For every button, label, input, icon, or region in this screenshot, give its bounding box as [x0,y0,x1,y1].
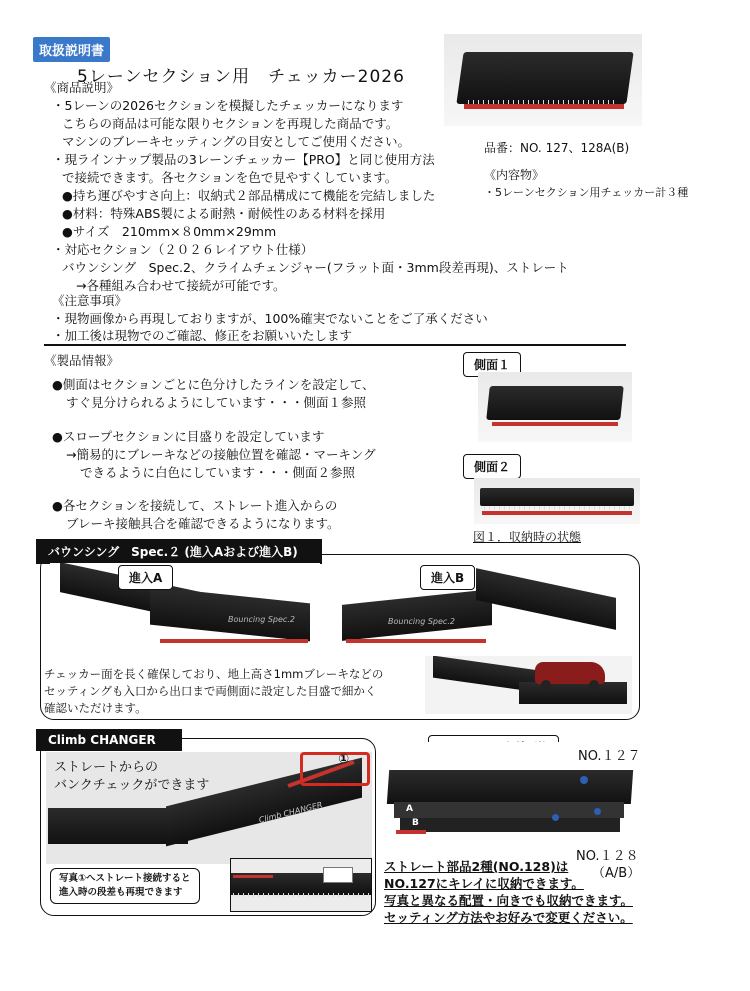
board-print: Bouncing Spec.2 [228,615,295,624]
compact-desc-line: セッティング方法やお好みで変更ください。 [384,910,633,925]
side-1-photo [478,372,632,442]
board-label-b: B [412,818,419,828]
description-line: ・5レーンの2026セクションを模擬したチェッカーになります [52,98,404,113]
car-wheel [589,680,599,690]
figure-caption: 図１．収納時の状態 [473,530,582,544]
label-no128: NO.１２８ [576,849,639,864]
description-line: ●持ち運びやすさ向上：収納式２部品構成にて機能を完結しました [62,188,436,203]
marker-dot [580,776,588,784]
description-heading: 《商品説明》 [44,80,120,95]
car-wheel [541,680,551,690]
board-label-a: A [406,804,413,814]
description-line: →各種組み合わせて接続が可能です。 [76,278,286,293]
description-line: ・対応セクション（２０２６レイアウト仕様） [52,242,314,257]
notes-line: ・現物画像から再現しておりますが、100%確実でないことをご了承ください [52,311,488,326]
marker-dot [594,808,601,815]
description-line: で接続できます。各セクションを色で見やすくしています。 [62,170,398,185]
description-line: バウンシング Spec.2、クライムチェンジャー(フラット面・3mm段差再現)、ストレート [62,260,569,275]
manual-badge: 取扱説明書 [33,37,110,62]
entry-a-label: 進入A [118,565,173,590]
side-2-photo [474,478,640,524]
compact-desc-line: NO.127にキレイに収納できます。 [384,876,584,891]
marker-dot [552,814,559,821]
highlight-box [300,752,370,786]
info-line: ●スロープセクションに目盛りを設定しています [52,429,325,444]
notes-heading: 《注意事項》 [52,293,128,308]
side-2-label: 側面２ [463,454,521,479]
notes-line: ・加工後は現物でのご確認、修正をお願いいたします [52,328,353,343]
climb-callout [50,868,200,904]
bouncing-section-title: バウンシング Spec.２ (進入Aおよび進入B) [36,539,322,564]
label-no127: NO.１２７ [578,749,641,764]
climb-photo-text: ストレートからの [54,760,159,775]
document-title: 5レーンセクション用 チェッカー2026 [77,67,405,87]
info-line: すぐ見分けられるようにしています・・・側面１参照 [66,395,367,410]
description-line: こちらの商品は可能な限りセクションを再現した商品です。 [62,116,399,131]
compact-desc-line: 写真と異なる配置・向きでも収納できます。 [384,893,634,908]
step-block [323,867,353,883]
product-photo-main [444,34,642,126]
climb-photo-text: バンクチェックができます [54,778,210,793]
description-line: ・現ラインナップ製品の3レーンチェッカー【PRO】と同じ使用方法 [52,152,435,167]
compact-desc-line: ストレート部品2種(NO.128)は [384,859,569,874]
side-1-label: 側面１ [463,352,521,377]
description-line: マシンのブレーキセッティングの目安としてご使用ください。 [62,134,410,149]
info-line: ブレーキ接触具合を確認できるようになります。 [66,516,340,531]
contents-heading: 《内容物》 [484,168,545,182]
contents-item: ・5レーンセクション用チェッカー計３種 [484,186,689,199]
info-line: できるように白色にしています・・・側面２参照 [80,465,356,480]
info-line: →簡易的にブレーキなどの接触位置を確認・マーキング [66,447,376,462]
description-line: ●サイズ 210mm×８0mm×29mm [62,224,277,239]
callout-line: 写真①へストレート接続すると [59,873,191,884]
board-print: Bouncing Spec.2 [388,617,455,626]
callout-line: 進入時の段差も再現できます [59,887,183,898]
info-line: ●各セクションを接続して、ストレート進入からの [52,498,338,513]
bouncing-entry-a-photo [50,563,320,663]
bouncing-entry-b-photo [336,563,626,655]
bouncing-desc-line: 確認いただけます。 [44,701,147,715]
label-no128-sub: （A/B） [592,866,641,881]
section-divider [44,344,626,346]
board-print: Climb CHANGER [257,800,324,825]
info-heading: 《製品情報》 [44,353,120,368]
climb-section-title: Climb CHANGER [36,729,182,751]
photo-marker-1: ① [338,752,350,767]
product-number: 品番：NO. 127、128A(B) [484,141,630,155]
info-line: ●側面はセクションごとに色分けしたラインを設定して、 [52,377,375,392]
bouncing-desc-line: チェッカー面を長く確保しており、地上高さ1mmブレーキなどの [44,667,384,681]
entry-b-label: 進入B [420,565,475,590]
climb-detail-photo [230,858,372,912]
description-line: ●材料：特殊ABS製による耐熱・耐候性のある材料を採用 [62,206,386,221]
bouncing-car-photo [425,656,632,714]
bouncing-desc-line: セッティングも入口から出口まで両側面に設定した目盛で細かく [44,684,377,698]
